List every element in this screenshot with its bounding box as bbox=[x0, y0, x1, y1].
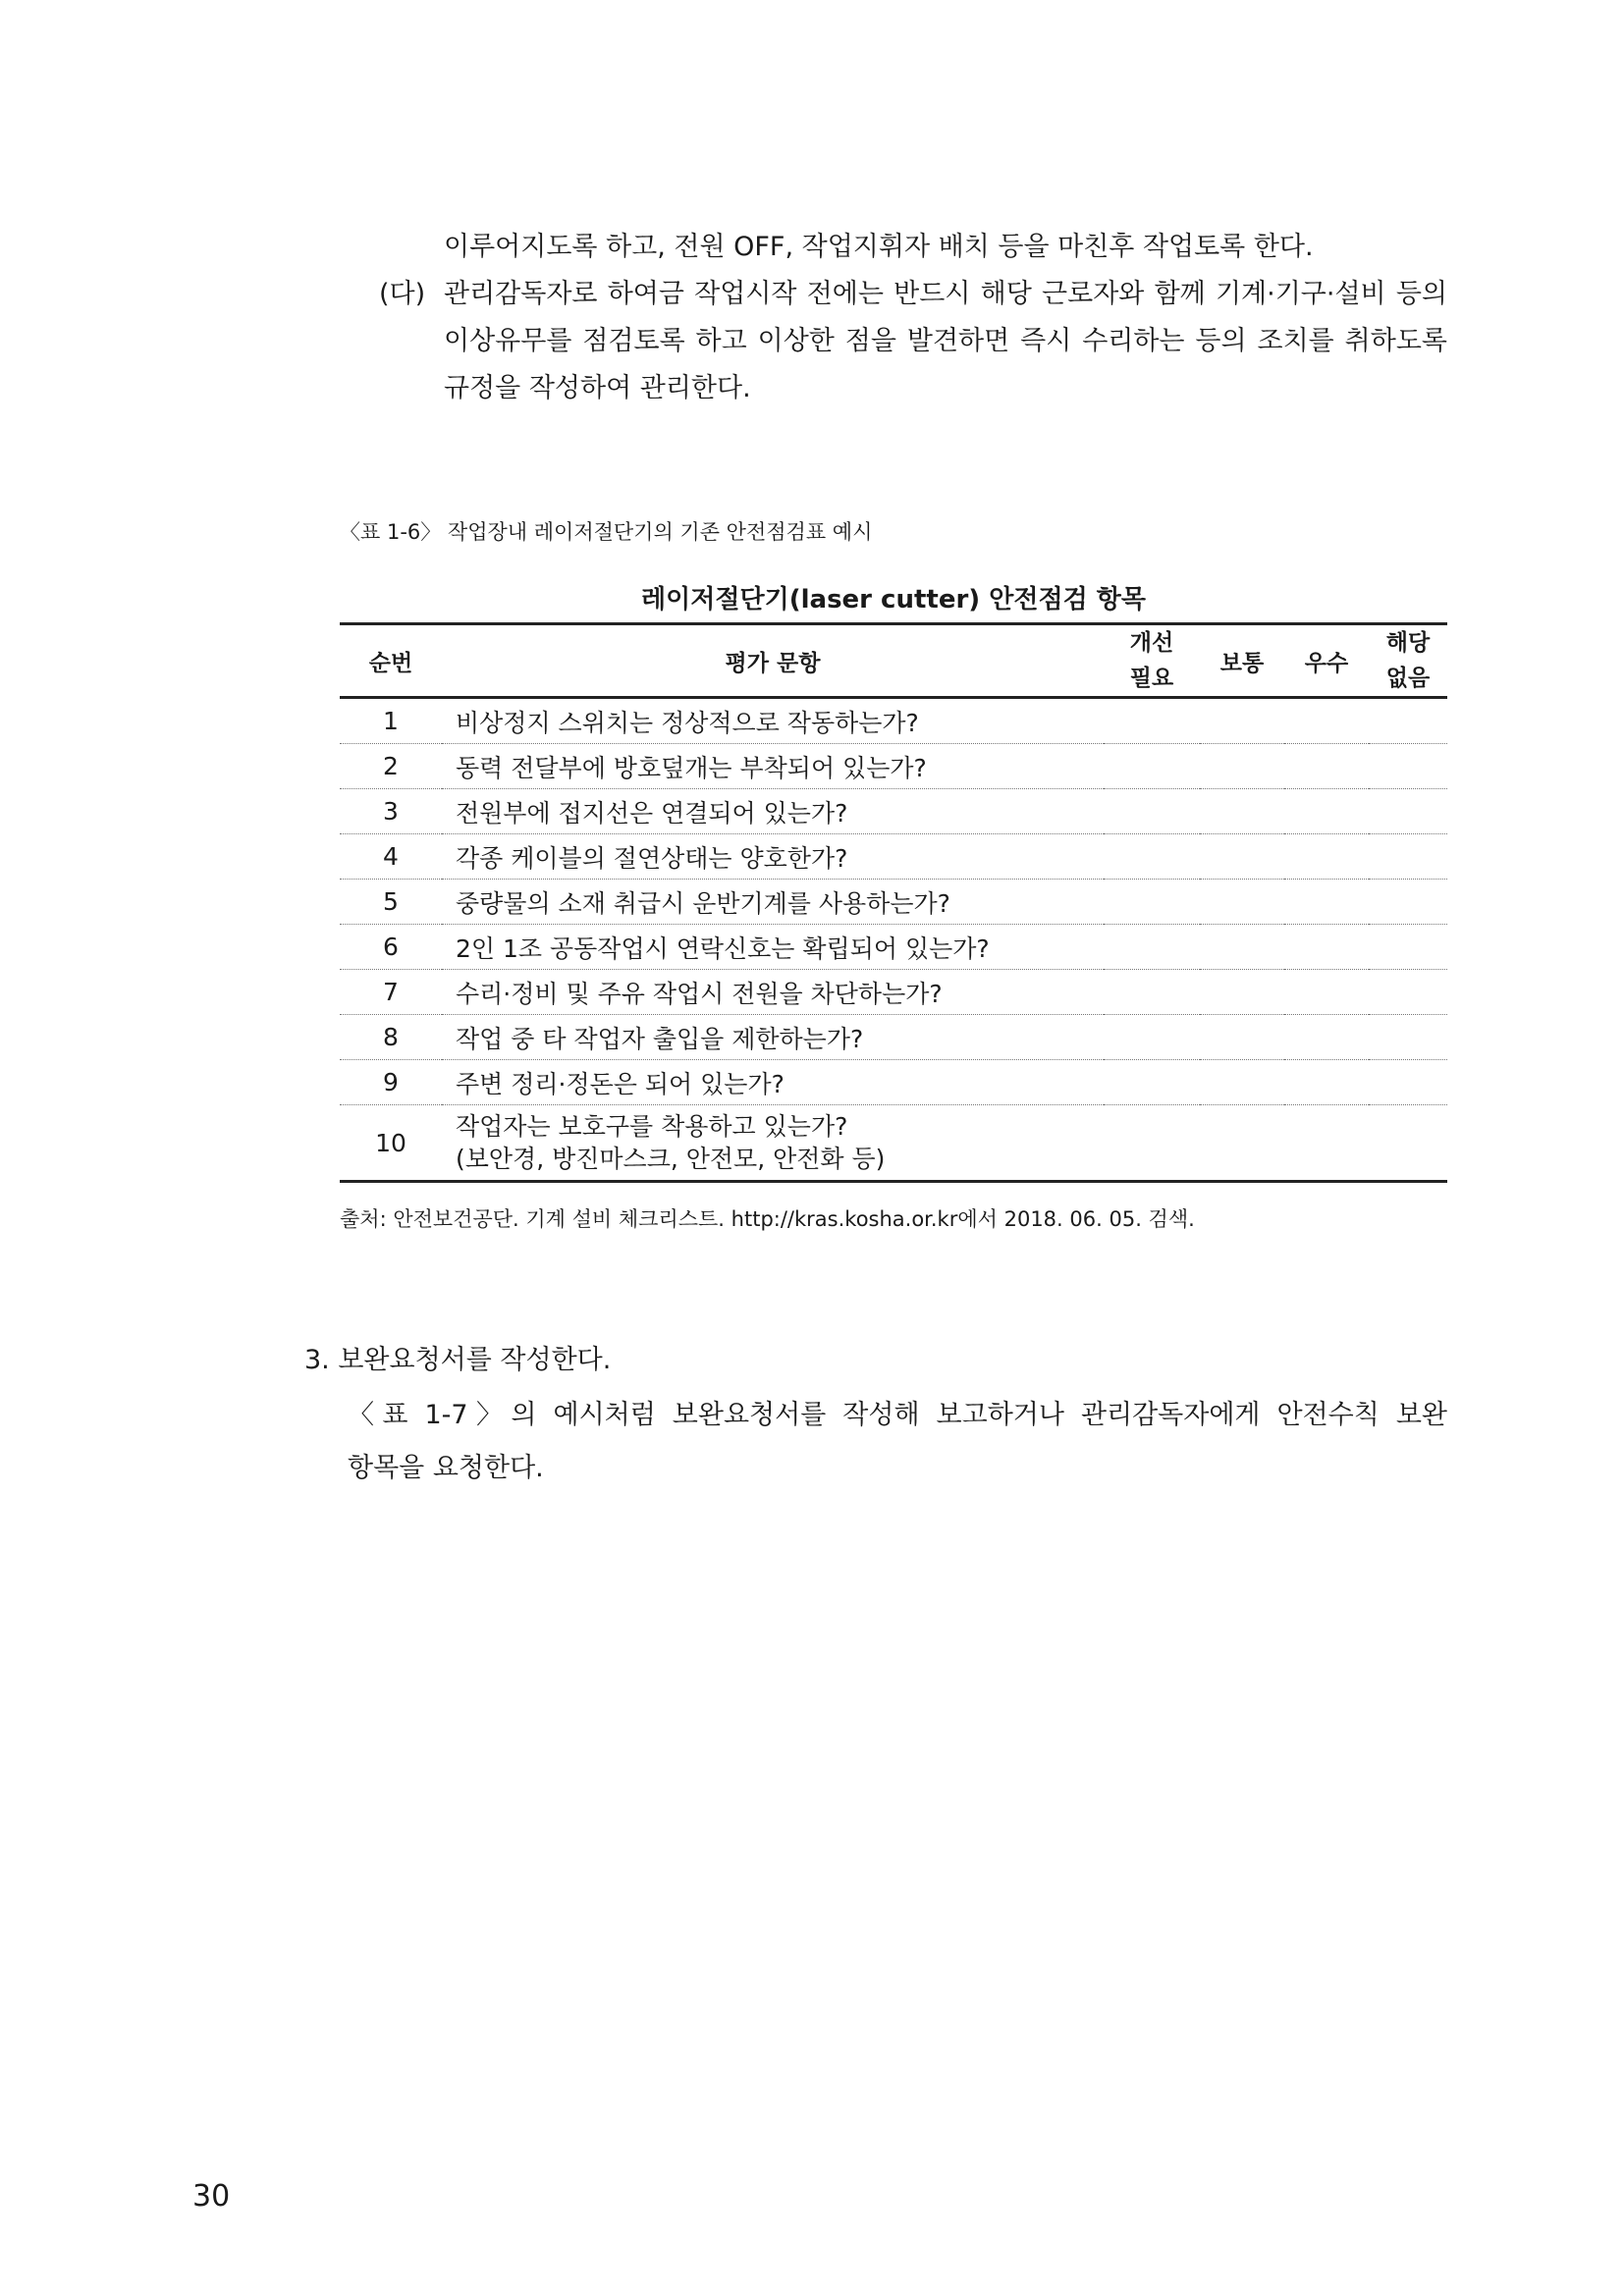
header-improve bbox=[1104, 624, 1200, 698]
cell-excellent bbox=[1284, 925, 1369, 970]
section-body-line: 항목을 요청한다. bbox=[348, 1453, 544, 1483]
table-row bbox=[340, 970, 1447, 1015]
cell-excellent bbox=[1284, 1060, 1369, 1105]
row-item: 동력 전달부에 방호덮개는 부착되어 있는가? bbox=[442, 744, 1104, 789]
table-source: 출처: 안전보건공단. 기계 설비 체크리스트. http://kras.kosha.or.kr에서 2018. 06. 05. 검색. bbox=[340, 1207, 1195, 1231]
cell-excellent bbox=[1284, 1105, 1369, 1182]
header-num: 순번 bbox=[340, 624, 442, 698]
table-row bbox=[340, 1105, 1447, 1182]
cell-improve bbox=[1104, 789, 1200, 834]
row-num: 6 bbox=[340, 925, 442, 970]
table-row bbox=[340, 880, 1447, 925]
cell-excellent bbox=[1284, 970, 1369, 1015]
paragraph-line: 관리감독자로 하여금 작업시작 전에는 반드시 해당 근로자와 함께 기계·기구·설비 등의 bbox=[444, 279, 1447, 309]
table-row bbox=[340, 744, 1447, 789]
cell-na bbox=[1369, 834, 1447, 880]
cell-improve bbox=[1104, 1105, 1200, 1182]
table-row bbox=[340, 1060, 1447, 1105]
cell-na bbox=[1369, 970, 1447, 1015]
row-item: 2인 1조 공동작업시 연락신호는 확립되어 있는가? bbox=[442, 925, 1104, 970]
cell-improve bbox=[1104, 970, 1200, 1015]
header-improve-line1: 개선 bbox=[1129, 630, 1174, 656]
row-num: 8 bbox=[340, 1015, 442, 1060]
header-normal: 보통 bbox=[1200, 624, 1284, 698]
row-num: 9 bbox=[340, 1060, 442, 1105]
cell-normal bbox=[1200, 880, 1284, 925]
cell-na bbox=[1369, 1105, 1447, 1182]
page-number: 30 bbox=[192, 2179, 231, 2214]
paragraph-line: 규정을 작성하여 관리한다. bbox=[444, 373, 751, 403]
cell-normal bbox=[1200, 970, 1284, 1015]
row-item: 전원부에 접지선은 연결되어 있는가? bbox=[442, 789, 1104, 834]
cell-na bbox=[1369, 1015, 1447, 1060]
cell-excellent bbox=[1284, 698, 1369, 744]
table-row bbox=[340, 925, 1447, 970]
cell-improve bbox=[1104, 744, 1200, 789]
row-item-line1: 작업자는 보호구를 착용하고 있는가? bbox=[456, 1112, 848, 1141]
cell-na bbox=[1369, 1060, 1447, 1105]
cell-normal bbox=[1200, 1015, 1284, 1060]
row-item: 작업 중 타 작업자 출입을 제한하는가? bbox=[442, 1015, 1104, 1060]
cell-excellent bbox=[1284, 789, 1369, 834]
cell-normal bbox=[1200, 698, 1284, 744]
table-row bbox=[340, 834, 1447, 880]
table-row bbox=[340, 1015, 1447, 1060]
cell-improve bbox=[1104, 925, 1200, 970]
row-item: 수리·정비 및 주유 작업시 전원을 차단하는가? bbox=[442, 970, 1104, 1015]
cell-excellent bbox=[1284, 744, 1369, 789]
safety-checklist-table bbox=[340, 622, 1447, 1183]
row-item: 중량물의 소재 취급시 운반기계를 사용하는가? bbox=[442, 880, 1104, 925]
cell-improve bbox=[1104, 880, 1200, 925]
paragraph-label-da: (다) bbox=[379, 279, 426, 309]
cell-excellent bbox=[1284, 1015, 1369, 1060]
table-header-row bbox=[340, 624, 1447, 698]
row-item: 각종 케이블의 절연상태는 양호한가? bbox=[442, 834, 1104, 880]
row-num: 10 bbox=[340, 1105, 442, 1182]
row-item: 비상정지 스위치는 정상적으로 작동하는가? bbox=[442, 698, 1104, 744]
header-improve-line2: 필요 bbox=[1129, 666, 1174, 691]
section-body-line: 〈표 1-7〉의 예시처럼 보완요청서를 작성해 보고하거나 관리감독자에게 안전수칙 보완 bbox=[348, 1400, 1447, 1430]
header-na bbox=[1369, 624, 1447, 698]
paragraph-continuation: 이루어지도록 하고, 전원 OFF, 작업지휘자 배치 등을 마친후 작업토록 한다. bbox=[444, 232, 1314, 262]
row-num: 7 bbox=[340, 970, 442, 1015]
cell-na bbox=[1369, 698, 1447, 744]
cell-normal bbox=[1200, 744, 1284, 789]
cell-normal bbox=[1200, 1105, 1284, 1182]
row-num: 5 bbox=[340, 880, 442, 925]
cell-na bbox=[1369, 925, 1447, 970]
section-heading: 3. 보완요청서를 작성한다. bbox=[304, 1345, 612, 1375]
table-title: 레이저절단기(laser cutter) 안전점검 항목 bbox=[641, 585, 1146, 614]
row-num: 1 bbox=[340, 698, 442, 744]
cell-na bbox=[1369, 789, 1447, 834]
paragraph-line: 이상유무를 점검토록 하고 이상한 점을 발견하면 즉시 수리하는 등의 조치를 취하도록 bbox=[444, 326, 1447, 356]
cell-improve bbox=[1104, 1060, 1200, 1105]
cell-na bbox=[1369, 744, 1447, 789]
cell-excellent bbox=[1284, 834, 1369, 880]
table-row bbox=[340, 698, 1447, 744]
table-row bbox=[340, 789, 1447, 834]
cell-improve bbox=[1104, 1015, 1200, 1060]
table-caption: 〈표 1-6〉 작업장내 레이저절단기의 기존 안전점검표 예시 bbox=[340, 520, 873, 544]
cell-normal bbox=[1200, 834, 1284, 880]
row-num: 2 bbox=[340, 744, 442, 789]
header-item: 평가 문항 bbox=[442, 624, 1104, 698]
header-na-line2: 없음 bbox=[1385, 666, 1431, 691]
header-na-line1: 해당 bbox=[1385, 630, 1431, 656]
row-item bbox=[442, 1105, 1104, 1182]
row-item-line2: (보안경, 방진마스크, 안전모, 안전화 등) bbox=[456, 1145, 886, 1173]
header-excellent: 우수 bbox=[1284, 624, 1369, 698]
cell-excellent bbox=[1284, 880, 1369, 925]
cell-na bbox=[1369, 880, 1447, 925]
row-item: 주변 정리·정돈은 되어 있는가? bbox=[442, 1060, 1104, 1105]
cell-normal bbox=[1200, 925, 1284, 970]
cell-normal bbox=[1200, 1060, 1284, 1105]
cell-normal bbox=[1200, 789, 1284, 834]
row-num: 4 bbox=[340, 834, 442, 880]
row-num: 3 bbox=[340, 789, 442, 834]
cell-improve bbox=[1104, 698, 1200, 744]
cell-improve bbox=[1104, 834, 1200, 880]
